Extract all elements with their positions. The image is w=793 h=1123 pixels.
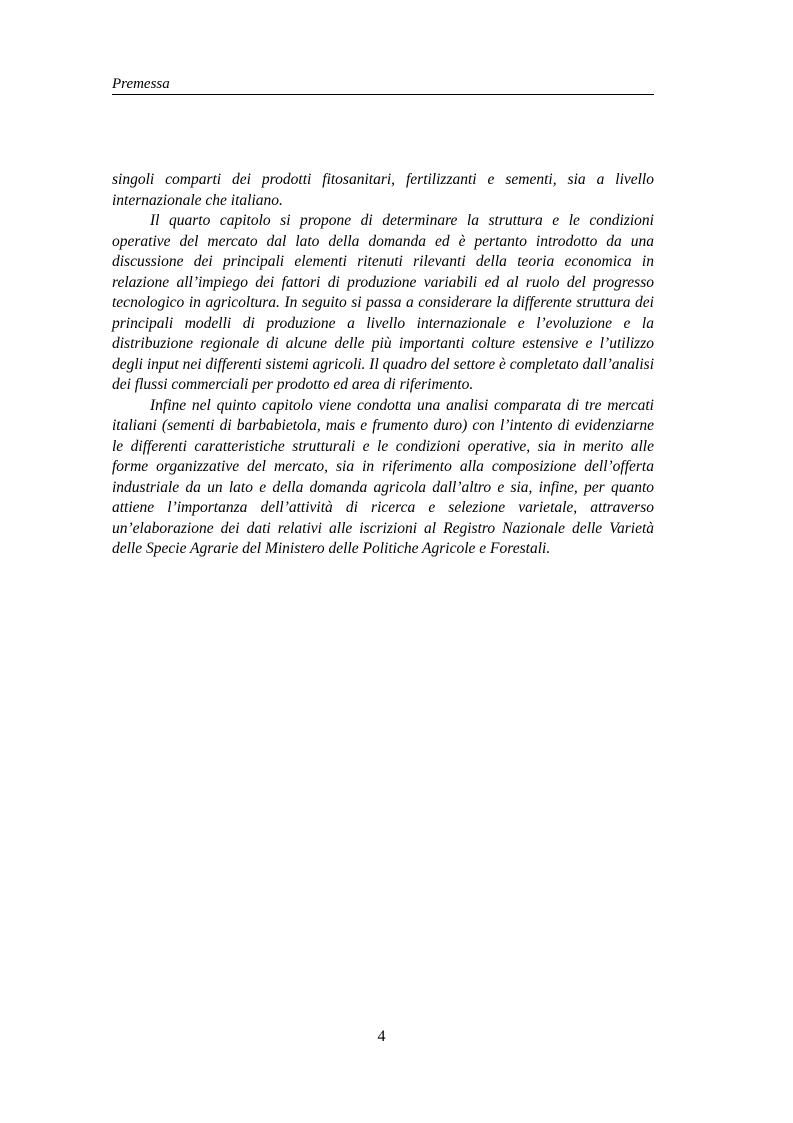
- page-number: 4: [377, 1028, 386, 1045]
- body-text: [112, 170, 654, 560]
- paragraph-chapter-four: Il quarto capitolo si propone di determinare la struttura e le condizioni operative del mercato dal lato della domanda ed è pertanto introdotto da una discussione dei principali elementi ritenuti rilevanti della teoria economica in relazione all’impiego dei fattori di produzione variabili ed al ruolo del progresso tecnologico in agricoltura. In seguito si passa a considerare la differente struttura dei principali modelli di produzione a livello internazionale e l’evoluzione e la distribuzione regionale di alcune delle più importanti colture estensive e l’utilizzo degli input nei differenti sistemi agricoli. Il quadro del settore è completato dall’analisi dei flussi commerciali per prodotto ed area di riferimento.: [112, 212, 655, 393]
- running-header-title: Premessa: [112, 76, 170, 92]
- paragraph-chapter-five: Infine nel quinto capitolo viene condotta una analisi comparata di tre mercati italiani (sementi di barbabietola, mais e frumento duro) con l’intento di evidenziarne le differenti caratteristiche strutturali e le condizioni operative, sia in merito alle forme organizzative del mercato, sia in riferimento alla composizione dell’offerta industriale da un lato e della domanda agricola dall’altro e sia, infine, per quanto attiene l’importanza dell’attività di ricerca e selezione varietale, attraverso un’elaborazione dei dati relativi alle iscrizioni al Registro Nazionale delle Varietà delle Specie Agrarie del Ministero delle Politiche Agricole e Forestali.: [112, 396, 654, 557]
- running-header: [112, 76, 654, 95]
- paragraph-continuation: singoli comparti dei prodotti fitosanitari, fertilizzanti e sementi, sia a livello internazionale che italiano.: [112, 171, 654, 209]
